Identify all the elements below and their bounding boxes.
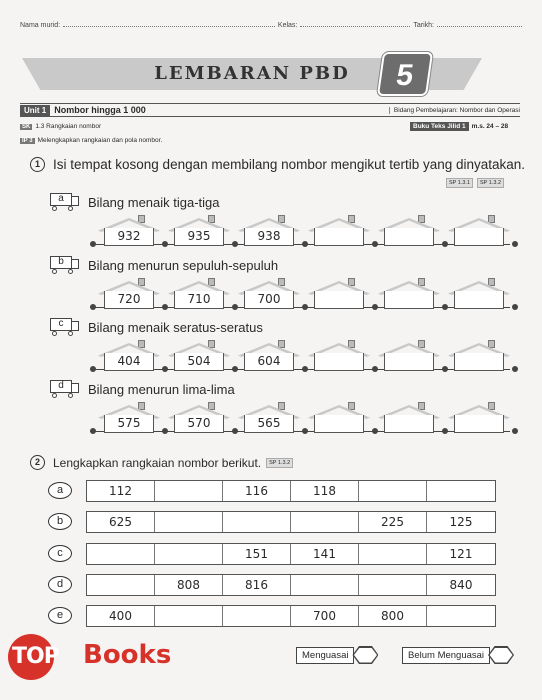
wheel-icon <box>52 393 57 398</box>
train-cart-icon <box>50 318 80 336</box>
sequence-row-b <box>86 511 496 533</box>
chimney <box>418 402 425 410</box>
house-value[interactable] <box>384 353 434 371</box>
logo-books-text: Books <box>83 640 172 670</box>
part-title: Bilang menaik seratus-seratus <box>88 319 263 335</box>
ip-text: Melengkapkan rangkaian dan pola nombor. <box>37 137 163 144</box>
house-value[interactable] <box>384 415 434 433</box>
train-cart-icon <box>50 193 80 211</box>
house-train <box>90 397 510 437</box>
coupler-dot <box>90 366 96 372</box>
part-label: c <box>50 318 72 331</box>
sequence-cell: 840 <box>427 575 495 595</box>
tarikh-field[interactable] <box>437 22 522 27</box>
mastery-yes-label: Menguasai <box>296 647 354 664</box>
house-box <box>168 398 230 436</box>
sequence-cell[interactable] <box>291 512 359 532</box>
sequence-row-d <box>86 574 496 596</box>
house-box <box>98 274 160 312</box>
sequence-cell: 118 <box>291 481 359 501</box>
coupler-dot <box>512 304 518 310</box>
sequence-cell[interactable] <box>223 606 291 626</box>
textbook-pages: m.s. 24 – 28 <box>471 123 509 130</box>
house-box[interactable] <box>378 211 440 249</box>
sequence-cell[interactable] <box>291 575 359 595</box>
mastery-no[interactable] <box>402 646 514 664</box>
question-2-text: Lengkapkan rangkaian nombor berikut. <box>53 455 262 470</box>
wheel-icon <box>52 269 57 274</box>
house-box <box>98 336 160 374</box>
bidang-text: Bidang Pembelajaran: Nombor dan Operasi <box>389 107 520 114</box>
ip-tag: IP 3 <box>22 137 33 144</box>
house-train <box>90 335 510 375</box>
chimney <box>208 215 215 223</box>
house-value[interactable] <box>454 228 504 246</box>
house-value: 575 <box>104 415 154 433</box>
house-box <box>98 398 160 436</box>
house-box[interactable] <box>448 336 510 374</box>
kelas-field[interactable] <box>300 22 410 27</box>
sequence-row-e <box>86 605 496 627</box>
sequence-cell[interactable] <box>359 575 427 595</box>
sp-tag: SP 1.3.2 <box>477 178 504 188</box>
sequence-cell: 225 <box>359 512 427 532</box>
cart-cab <box>71 196 79 206</box>
house-value: 938 <box>244 228 294 246</box>
chimney <box>278 278 285 286</box>
house-value[interactable] <box>454 291 504 309</box>
logo-top-text: TOP <box>12 644 59 669</box>
house-box[interactable] <box>308 336 370 374</box>
house-box[interactable] <box>378 274 440 312</box>
house-box <box>238 211 300 249</box>
nama-field[interactable] <box>63 22 275 27</box>
cart-cab <box>71 321 79 331</box>
chimney <box>138 278 145 286</box>
sequence-cell[interactable] <box>155 544 223 564</box>
sequence-cell[interactable] <box>427 606 495 626</box>
house-value: 935 <box>174 228 224 246</box>
chimney <box>488 278 495 286</box>
house-value[interactable] <box>314 353 364 371</box>
house-value: 932 <box>104 228 154 246</box>
sequence-cell: 125 <box>427 512 495 532</box>
chimney <box>348 402 355 410</box>
house-train <box>90 273 510 313</box>
textbook-tag: Buku Teks Jilid 1 <box>410 122 469 131</box>
house-box <box>168 274 230 312</box>
unit-bar <box>20 103 520 117</box>
part-title: Bilang menaik tiga-tiga <box>88 194 220 210</box>
chimney <box>278 340 285 348</box>
row-label: a <box>48 482 72 499</box>
house-box <box>238 336 300 374</box>
sequence-cell[interactable] <box>87 575 155 595</box>
sequence-cell: 800 <box>359 606 427 626</box>
house-box <box>238 274 300 312</box>
sequence-cell: 816 <box>223 575 291 595</box>
row-label: e <box>48 607 72 624</box>
sequence-cell[interactable] <box>155 606 223 626</box>
nama-label: Nama murid: <box>20 22 61 29</box>
house-value[interactable] <box>454 415 504 433</box>
house-value[interactable] <box>454 353 504 371</box>
house-box[interactable] <box>448 274 510 312</box>
sequence-cell[interactable] <box>223 512 291 532</box>
question-1-sp <box>446 178 504 188</box>
part-label: a <box>50 193 72 206</box>
student-info-line <box>20 22 525 29</box>
house-box <box>168 211 230 249</box>
part-title: Bilang menurun sepuluh-sepuluh <box>88 257 279 273</box>
train-cart-icon <box>50 256 80 274</box>
house-value: 710 <box>174 291 224 309</box>
sequence-cell: 121 <box>427 544 495 564</box>
chimney <box>138 340 145 348</box>
house-box[interactable] <box>378 336 440 374</box>
question-1-part-a <box>50 193 220 211</box>
part-title: Bilang menurun lima-lima <box>88 381 235 397</box>
coupler-dot <box>512 366 518 372</box>
question-2 <box>30 455 293 470</box>
house-box <box>168 336 230 374</box>
house-box[interactable] <box>308 398 370 436</box>
coupler-dot <box>512 241 518 247</box>
house-value: 720 <box>104 291 154 309</box>
cart-cab <box>71 383 79 393</box>
house-box <box>238 398 300 436</box>
chimney <box>488 402 495 410</box>
wheel-icon <box>52 331 57 336</box>
chimney <box>278 215 285 223</box>
coupler-dot <box>90 304 96 310</box>
part-label: b <box>50 256 72 269</box>
sequence-cell: 808 <box>155 575 223 595</box>
sequence-cell: 141 <box>291 544 359 564</box>
house-box[interactable] <box>308 274 370 312</box>
chimney <box>348 215 355 223</box>
house-value: 504 <box>174 353 224 371</box>
topbooks-logo <box>8 632 198 682</box>
house-box[interactable] <box>308 211 370 249</box>
sequence-cell: 625 <box>87 512 155 532</box>
house-box[interactable] <box>448 398 510 436</box>
chimney <box>138 215 145 223</box>
house-value: 565 <box>244 415 294 433</box>
chimney <box>348 340 355 348</box>
question-1-part-c <box>50 318 263 336</box>
wheel-icon <box>68 269 73 274</box>
sequence-cell[interactable] <box>155 481 223 501</box>
house-value[interactable] <box>384 291 434 309</box>
question-2-number: 2 <box>30 455 45 470</box>
unit-tag: Unit 1 <box>20 105 50 116</box>
sequence-cell[interactable] <box>427 481 495 501</box>
sk-tag: SK <box>22 123 31 130</box>
mastery-no-label: Belum Menguasai <box>402 647 490 664</box>
sheet-number: 5 <box>377 52 433 96</box>
sequence-row-a <box>86 480 496 502</box>
question-1-text: Isi tempat kosong dengan membilang nombor mengikut tertib yang dinyatakan. <box>53 157 526 172</box>
wheel-icon <box>68 393 73 398</box>
house-train <box>90 210 510 250</box>
house-box <box>98 211 160 249</box>
question-1-part-d <box>50 380 235 398</box>
sequence-cell[interactable] <box>359 544 427 564</box>
sequence-cell: 112 <box>87 481 155 501</box>
part-label: d <box>50 380 72 393</box>
chimney <box>348 278 355 286</box>
sequence-cell: 116 <box>223 481 291 501</box>
wheel-icon <box>52 206 57 211</box>
cart-cab <box>71 259 79 269</box>
sequence-cell[interactable] <box>155 512 223 532</box>
house-value[interactable] <box>314 228 364 246</box>
sequence-cell[interactable] <box>87 544 155 564</box>
house-value: 700 <box>244 291 294 309</box>
house-value[interactable] <box>314 415 364 433</box>
sequence-cell: 151 <box>223 544 291 564</box>
sk-line <box>20 123 101 130</box>
sequence-cell: 700 <box>291 606 359 626</box>
chimney <box>418 278 425 286</box>
question-1 <box>30 157 530 172</box>
chimney <box>278 402 285 410</box>
house-box[interactable] <box>448 211 510 249</box>
train-cart-icon <box>50 380 80 398</box>
coupler-dot <box>90 241 96 247</box>
question-1-number: 1 <box>30 157 45 172</box>
row-label: c <box>48 545 72 562</box>
chimney <box>418 340 425 348</box>
question-1-part-b <box>50 256 278 274</box>
row-label: b <box>48 513 72 530</box>
house-value: 570 <box>174 415 224 433</box>
unit-name: Nombor hingga 1 000 <box>54 105 146 115</box>
chimney <box>418 215 425 223</box>
coupler-dot <box>512 428 518 434</box>
ip-line <box>20 137 162 144</box>
chimney <box>208 340 215 348</box>
house-box[interactable] <box>378 398 440 436</box>
textbook-ref <box>410 122 508 131</box>
sequence-cell[interactable] <box>359 481 427 501</box>
sp-tag: SP 1.3.1 <box>446 178 473 188</box>
sp-tag: SP 1.3.2 <box>266 458 293 468</box>
sk-text: 1.3 Rangkaian nombor <box>35 123 102 130</box>
wheel-icon <box>68 206 73 211</box>
wheel-icon <box>68 331 73 336</box>
mastery-yes-hexagon[interactable] <box>352 646 378 664</box>
house-value: 604 <box>244 353 294 371</box>
chimney <box>488 340 495 348</box>
chimney <box>208 278 215 286</box>
mastery-no-hexagon[interactable] <box>488 646 514 664</box>
coupler-dot <box>90 428 96 434</box>
chimney <box>138 402 145 410</box>
house-value[interactable] <box>314 291 364 309</box>
chimney <box>488 215 495 223</box>
row-label: d <box>48 576 72 593</box>
tarikh-label: Tarikh: <box>413 22 434 29</box>
mastery-yes[interactable] <box>296 646 378 664</box>
chimney <box>208 402 215 410</box>
sequence-cell: 400 <box>87 606 155 626</box>
house-value: 404 <box>104 353 154 371</box>
kelas-label: Kelas: <box>277 22 298 29</box>
house-value[interactable] <box>384 228 434 246</box>
sequence-row-c <box>86 543 496 565</box>
page-title: LEMBARAN PBD <box>154 63 350 84</box>
